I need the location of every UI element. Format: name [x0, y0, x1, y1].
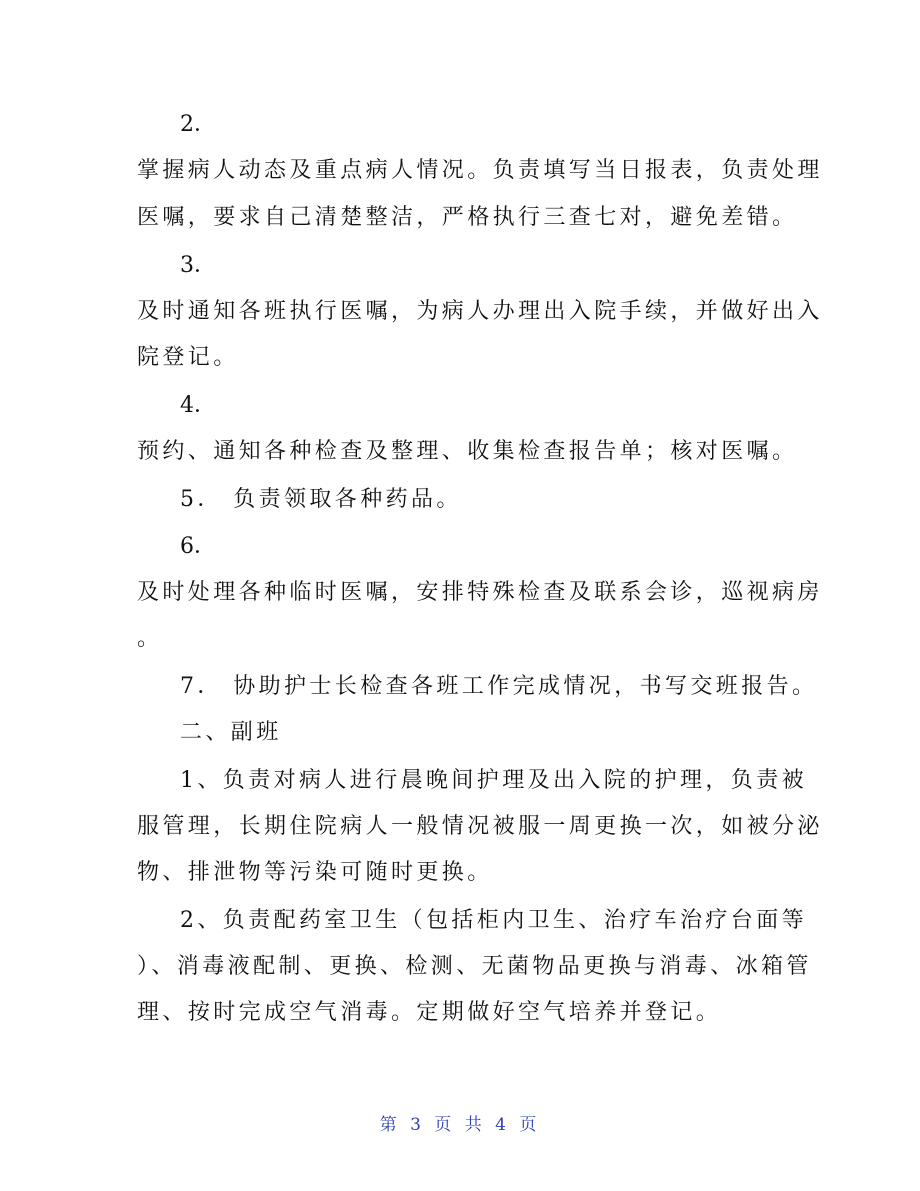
item-3-line-2: 院登记。 [137, 345, 239, 370]
paragraph-1-line-3: 物、排泄物等污染可随时更换。 [137, 860, 493, 885]
paragraph-2-line-2: ）、消毒液配制、更换、检测、无菌物品更换与消毒、冰箱管 [137, 954, 812, 979]
page-number-footer: 第 3 页 共 4 页 [379, 1115, 541, 1135]
item-marker-2: 2． [180, 112, 216, 137]
item-marker-6: 6． [180, 534, 216, 559]
item-marker-4: 4． [180, 393, 216, 418]
paragraph-2-line-1: 2、负责配药室卫生（包括柜内卫生、治疗车治疗台面等 [180, 908, 807, 933]
item-2-line-2: 医嘱，要求自己清楚整洁，严格执行三查七对，避免差错。 [137, 205, 798, 230]
item-2-line-1: 掌握病人动态及重点病人情况。负责填写当日报表，负责处理 [137, 158, 823, 183]
paragraph-2-line-3: 理、按时完成空气消毒。定期做好空气培养并登记。 [137, 1000, 722, 1025]
item-marker-3: 3． [180, 253, 216, 278]
item-7: 7． 协助护士长检查各班工作完成情况，书写交班报告。 [180, 674, 818, 699]
paragraph-1-line-1: 1、负责对病人进行晨晚间护理及出入院的护理，负责被 [180, 768, 807, 793]
item-5: 5． 负责领取各种药品。 [180, 487, 462, 512]
paragraph-1-line-2: 服管理，长期住院病人一般情况被服一周更换一次，如被分泌 [137, 814, 823, 839]
item-6-line-1: 及时处理各种临时医嘱，安排特殊检查及联系会诊，巡视病房 [137, 580, 823, 605]
section-title: 二、副班 [180, 720, 282, 745]
item-4-line-1: 预约、通知各种检查及整理、收集检查报告单；核对医嘱。 [137, 439, 798, 464]
item-3-line-1: 及时通知各班执行医嘱，为病人办理出入院手续，并做好出入 [137, 299, 823, 324]
item-6-line-2: 。 [137, 626, 163, 651]
